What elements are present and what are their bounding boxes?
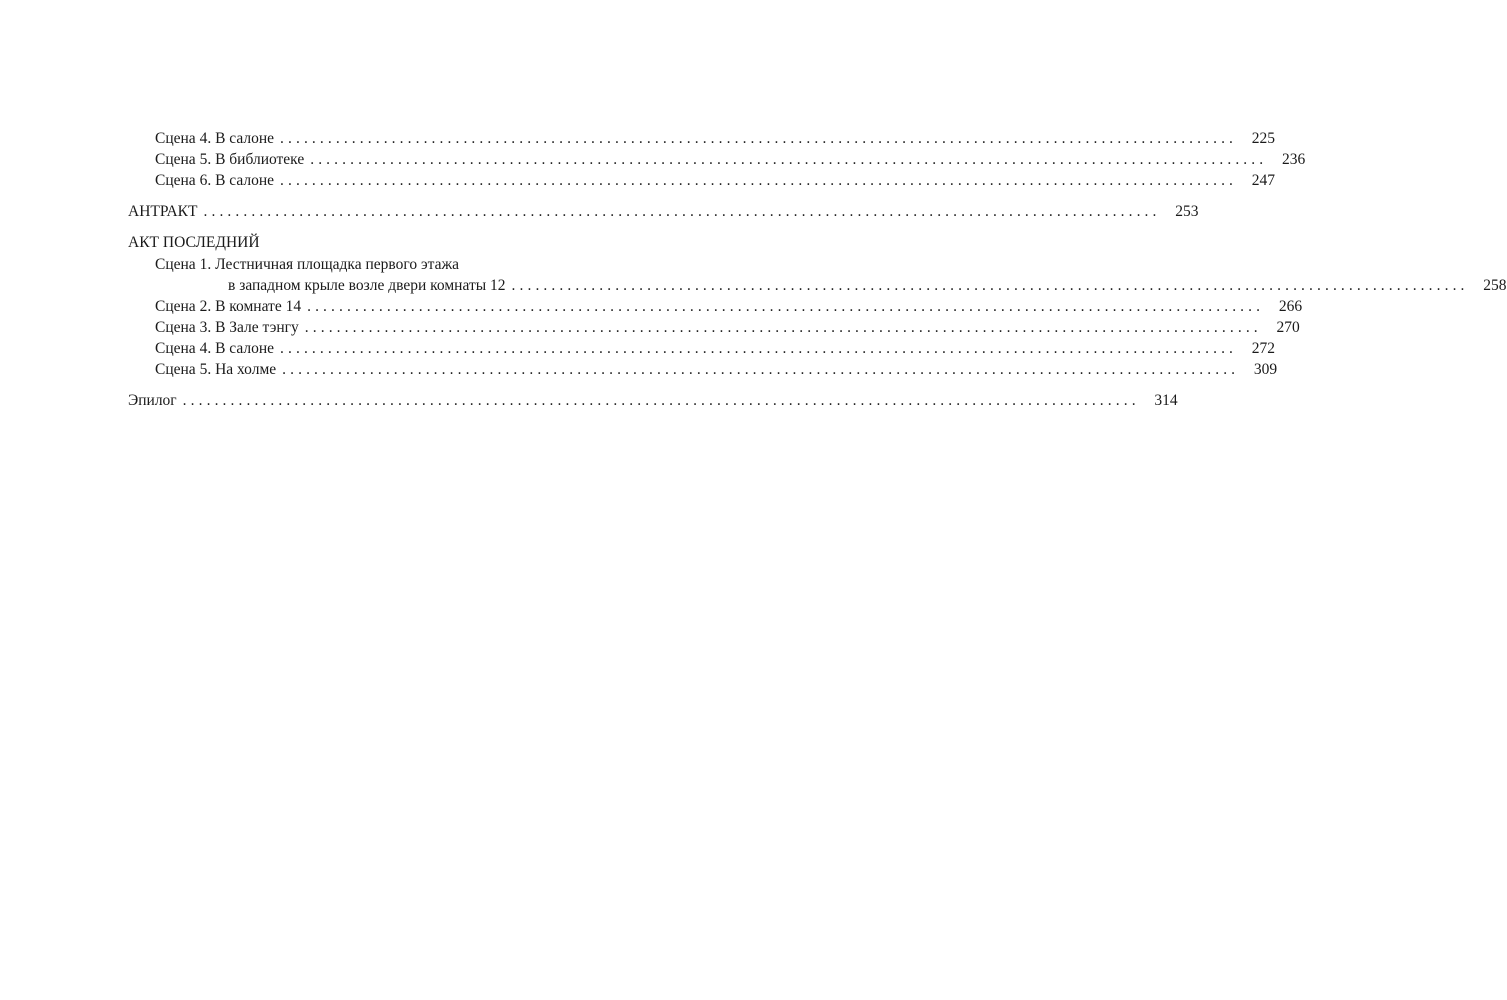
- toc-entry[interactable]: [128, 338, 1276, 359]
- toc-entry-page: 314: [1154, 392, 1178, 409]
- toc-entry[interactable]: [128, 317, 1300, 338]
- leader-dots: ........................................................................................................................: [203, 203, 1161, 220]
- leader-dots: ........................................................................................................................: [310, 151, 1268, 168]
- toc-entry[interactable]: [128, 149, 1306, 170]
- toc-entry-page: 247: [1251, 172, 1276, 189]
- toc-entry-multiline-continuation[interactable]: [128, 275, 1507, 296]
- toc-entry-title: Сцена 4. В салоне: [155, 130, 275, 147]
- section-heading-text: АКТ ПОСЛЕДНИЙ: [128, 234, 260, 251]
- toc-entry-page: 270: [1276, 319, 1300, 336]
- spacer: [128, 222, 714, 232]
- toc-entry-title: Сцена 6. В салоне: [155, 172, 275, 189]
- toc-entry-page: 236: [1281, 151, 1306, 168]
- toc-entry-title: Эпилог: [128, 392, 177, 409]
- toc-entry-multiline-first[interactable]: [128, 254, 714, 275]
- toc-entry-page: 258: [1483, 277, 1507, 294]
- leader-dots: ........................................................................................................................: [307, 298, 1265, 315]
- toc-entry[interactable]: [128, 296, 1303, 317]
- toc-entry-title: АНТРАКТ: [128, 203, 198, 220]
- toc-entry-page: 272: [1251, 340, 1276, 357]
- toc-entry-title: Сцена 5. На холме: [155, 361, 277, 378]
- leader-dots: ........................................................................................................................: [304, 319, 1262, 336]
- toc-entry-title: Сцена 1. Лестничная площадка первого этажа: [155, 256, 460, 273]
- toc-entry-intermission[interactable]: [128, 201, 1199, 222]
- toc-entry-title: Сцена 2. В комнате 14: [155, 298, 302, 315]
- leader-dots: ........................................................................................................................: [282, 361, 1240, 378]
- toc-entry-page: 309: [1253, 361, 1278, 378]
- table-of-contents: [128, 128, 1507, 411]
- toc-entry-title: Сцена 5. В библиотеке: [155, 151, 305, 168]
- toc-entry[interactable]: [128, 170, 1276, 191]
- toc-entry[interactable]: [128, 128, 1276, 149]
- toc-section-heading: [128, 232, 714, 254]
- toc-entry-page: 266: [1278, 298, 1303, 315]
- toc-entry[interactable]: [128, 359, 1278, 380]
- spacer: [128, 191, 714, 201]
- leader-dots: ........................................................................................................................: [280, 172, 1238, 189]
- toc-entry-title: Сцена 4. В салоне: [155, 340, 275, 357]
- toc-entry-title-continuation: в западном крыле возле двери комнаты 12: [228, 277, 506, 294]
- toc-entry-page: 225: [1251, 130, 1276, 147]
- leader-dots: ........................................................................................................................: [511, 277, 1469, 294]
- leader-dots: ........................................................................................................................: [182, 392, 1140, 409]
- spacer: [128, 380, 714, 390]
- leader-dots: ........................................................................................................................: [280, 340, 1238, 357]
- toc-entry-page: 253: [1175, 203, 1199, 220]
- toc-entry-epilogue[interactable]: [128, 390, 1178, 411]
- leader-dots: ........................................................................................................................: [280, 130, 1238, 147]
- toc-entry-title: Сцена 3. В Зале тэнгу: [155, 319, 299, 336]
